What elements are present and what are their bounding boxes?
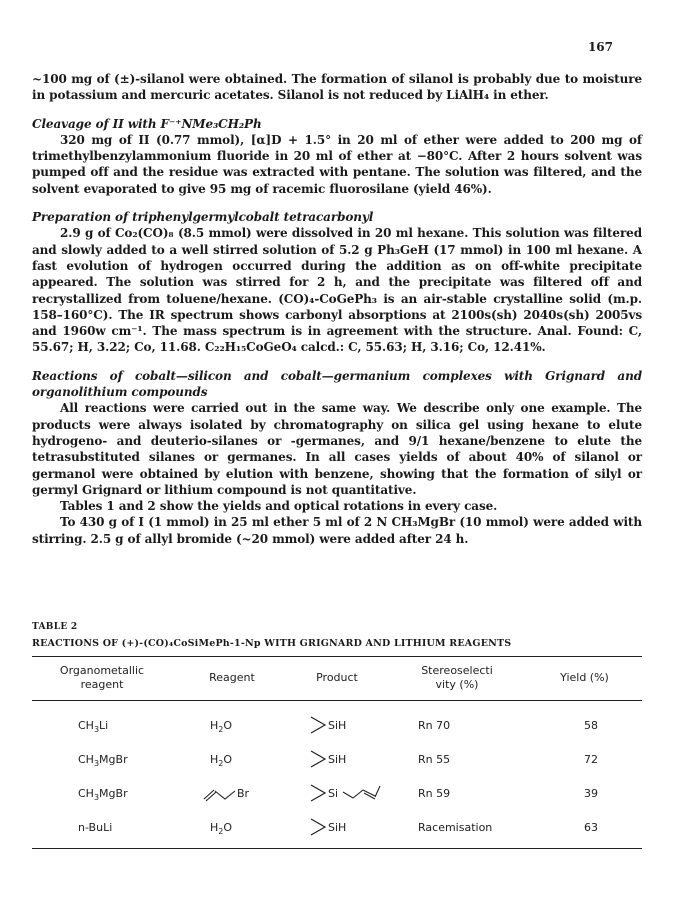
header-organometallic xyxy=(32,664,172,692)
row2-product-structure-icon xyxy=(309,748,329,770)
body-text-top xyxy=(32,71,642,547)
row4-organometallic: n-BuLi xyxy=(78,821,113,834)
row1-organometallic: $CH_3Li$ xyxy=(78,719,109,735)
row3-allyl-structure-icon xyxy=(202,782,238,804)
paragraph-silanol: ~100 mg of (±)-silanol were obtained. The formation of silanol is probably due to moisture in potassium and mercuric acetates. Silanol is not reduced by LiAlH₄ in ether. xyxy=(32,72,642,103)
header-stereo-line2: vity (%) xyxy=(435,678,479,691)
row1-stereo: Rn 70 xyxy=(418,719,451,732)
header-stereoselectivity xyxy=(392,664,522,692)
row3-stereo: Rn 59 xyxy=(418,787,451,800)
row4-reagent: $H_2O$ xyxy=(210,821,233,837)
row1-product: SiH xyxy=(328,719,347,732)
header-organometallic-line1: Organometallic xyxy=(59,664,145,677)
paragraph-preparation: 2.9 g of Co₂(CO)₈ (8.5 mmol) were dissolved in 20 ml hexane. This solution was filtered and slowly added to a well stirred solution of 5.2 g Ph₃GeH (17 mmol) in 100 ml hexane. A fast evolution of hydrogen occurred during the addition as on off-white precipitate appeared. The solution was stirred for 2 h, and the precipitate was filtered off and recrystallized from toluene/hexane. (CO)₄-CoGePh₃ is an air-stable crystalline solid (m.p. 158–160°C). The IR spectrum shows carbonyl absorptions at 2100s(sh) 2040s(sh) 2005vs and 1960w cm⁻¹. The mass spectrum is in agreement with the structure. Anal. Found: C, 55.67; H, 3.22; Co, 11.68. C₂₂H₁₅CoGeO₄ calcd.: C, 55.63; H, 3.16; Co, 12.41%. xyxy=(32,226,642,355)
row2-reagent: $H_2O$ xyxy=(210,753,233,769)
row3-allyl-chain-icon xyxy=(342,780,382,802)
row2-product: SiH xyxy=(328,753,347,766)
row4-product-structure-icon xyxy=(309,816,329,838)
paragraph-cleavage: 320 mg of II (0.77 mmol), [α]D + 1.5° in 20 ml of ether were added to 200 mg of trimethylbenzylammonium fluoride in 20 ml of ether at −80°C. After 2 hours solvent was pumped off and the residue was extracted with pentane. The solution was filtered, and the solvent evaporated to give 95 mg of racemic fluorosilane (yield 46%). xyxy=(32,132,642,196)
paragraph-procedure: To 430 g of I (1 mmol) in 25 ml ether 5 ml of 2 N CH₃MgBr (10 mmol) were added with stirring. 2.5 g of allyl bromide (~20 mmol) were added after 24 h. xyxy=(32,515,642,546)
row4-product: SiH xyxy=(328,821,347,834)
header-product: Product xyxy=(316,671,358,684)
header-yield: Yield (%) xyxy=(560,671,609,684)
paragraph-tables: Tables 1 and 2 show the yields and optical rotations in every case. xyxy=(60,499,498,514)
reaction-table xyxy=(32,656,642,851)
paragraph-reactions: All reactions were carried out in the same way. We describe only one example. The products were always isolated by chromatography on silica gel using hexane to elute hydrogeno- and deuterio-silanes or -germanes, and 9/1 hexane/benzene to elute the tetrasubstituted silanes or germanes. In all cases yields of about 40% of silanol or germanol were obtained by elution with benzene, showing that the formation of silyl or germyl Grignard or lithium compound is not quantitative. xyxy=(32,401,642,497)
row4-stereo: Racemisation xyxy=(418,821,493,834)
row3-product-structure-icon xyxy=(309,782,329,804)
row1-yield: 58 xyxy=(584,719,598,732)
row2-stereo: Rn 55 xyxy=(418,753,451,766)
header-reagent: Reagent xyxy=(209,671,255,684)
row3-reagent: Br xyxy=(237,787,250,800)
table-label: TABLE 2 xyxy=(32,622,78,632)
row3-product: Si xyxy=(328,787,339,800)
heading-cleavage: Cleavage of II with F⁻⁺NMe₃CH₂Ph xyxy=(32,116,262,131)
heading-reactions: Reactions of cobalt—silicon and cobalt—germanium complexes with Grignard and organolithium compounds xyxy=(32,368,642,400)
heading-preparation: Preparation of triphenylgermylcobalt tetracarbonyl xyxy=(32,210,374,225)
row2-organometallic: $CH_3MgBr$ xyxy=(78,753,128,769)
table-caption: REACTIONS OF (+)-(CO)₄CoSiMePh-1-Np WITH GRIGNARD AND LITHIUM REAGENTS xyxy=(32,638,512,649)
row4-yield: 63 xyxy=(584,821,598,834)
row1-product-structure-icon xyxy=(309,714,329,736)
row3-organometallic: $CH_3MgBr$ xyxy=(78,787,128,803)
header-stereo-line1: Stereoselecti xyxy=(421,664,493,677)
page-number: 167 xyxy=(587,40,613,54)
row1-reagent: $H_2O$ xyxy=(210,719,233,735)
row2-yield: 72 xyxy=(584,753,598,766)
row3-yield: 39 xyxy=(584,787,598,800)
header-organometallic-line2: reagent xyxy=(80,678,124,691)
